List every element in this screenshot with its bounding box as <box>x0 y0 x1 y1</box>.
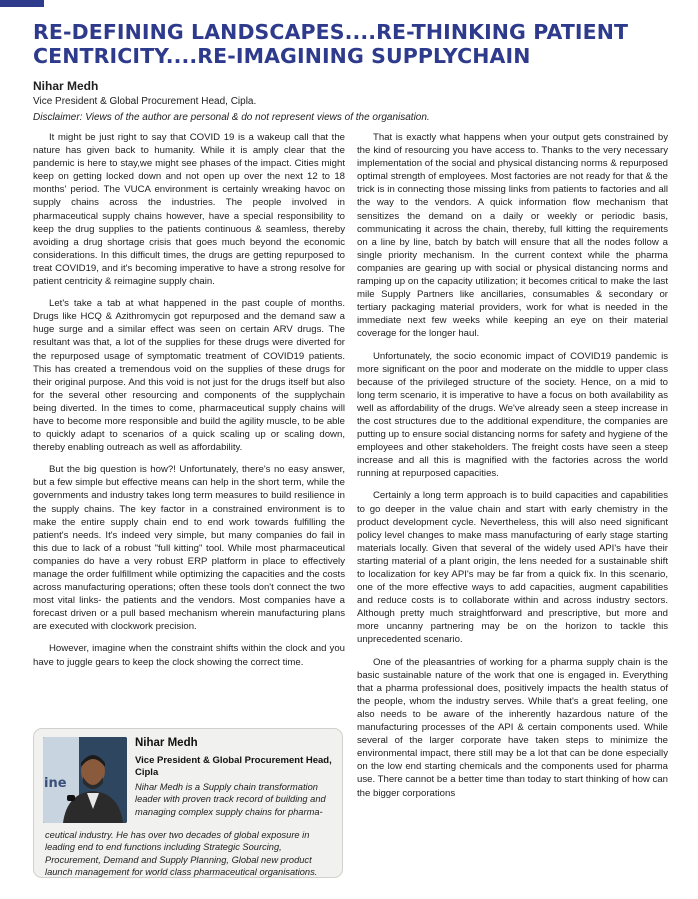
bio-text: Nihar Medh is a Supply chain transformation leader with proven track record of building and managing complex supply chains for pharma- <box>135 782 326 817</box>
paragraph: One of the pleasantries of working for a pharma supply chain is the basic sustainable nature of the work that one is engaged in. Everything that a pharma professional does, positively impacts the health status of the people, whom the industry serves. While that's a great feeling, one also needs to be aware of the inherently hazardous nature of the manufacturing processes of the API & certain components used. While several of the larger corporate have taken steps to minimize the environmental impact, there still may be a lot that can be done especially on the low end starting chemicals and the components used for pharma use. There cannot be a better time than today to start thinking of how can the bigger corporations <box>357 656 668 799</box>
photo-background-text: ine <box>44 776 67 791</box>
disclaimer: Disclaimer: Views of the author are personal & do not represent views of the organisation. <box>33 112 430 123</box>
author-name: Nihar Medh <box>33 79 99 93</box>
author-photo-illustration <box>43 737 127 823</box>
author-photo <box>43 737 127 823</box>
bio-name: Nihar Medh <box>135 737 198 749</box>
corner-accent-tab <box>0 0 44 7</box>
paragraph: Unfortunately, the socio economic impact of COVID19 pandemic is more significant on the poor and moderate on the middle to upper class because of the privileged structure of the society. Hence, on a mid to long term scenario, it is imperative to have a focus on both availability as well as affordability of the drugs. We've already seen a steep increase in the cost structures due to the additional expenditure, the companies are putting up to ensure social distancing norms for safety and hygiene of the employees and other stakeholders. The freight costs have seen a steep increase and all this is magnified with the factories across the world running at repurposed capacities. <box>357 350 668 480</box>
paragraph: It might be just right to say that COVID 19 is a wakeup call that the nature has given back to humanity. While it is amply clear that the pandemic is here to stay,we might see phases of the impact. Cities might keep on getting locked down and not open up over the next 12 to 18 months' period. The VUCA environment is certainly wreaking havoc on supply chains across the industries. The people involved in pharmaceutical supply chains however, have a special responsibility to keep the drug supplies to the patients continuous & seamless, thereby avoiding a drug shortage crisis that goes much beyond the economic considerations. In this difficult times, the drugs are getting repurposed to treat COVID19, and it's becoming imperative to have a strong resolve for patient centricity & reimagine supply chain. <box>33 132 345 288</box>
article-title: RE-DEFINING LANDSCAPES....RE-THINKING PATIENT CENTRICITY....RE-IMAGINING SUPPLYCHAIN <box>33 20 629 68</box>
bio-role: Vice President & Global Procurement Head, Cipla <box>135 755 332 778</box>
bio-text-continued: ceutical industry. He has over two decades of global exposure in leading end to end functions including Strategic Sourcing, Procurement, Demand and Supply Planning, Global new product launch management for world class pharmaceutical organisations. <box>45 830 318 877</box>
paragraph: That is exactly what happens when your output gets constrained by the kind of resourcing you have access to. Thanks to the very necessary implementation of the social and physical distancing norms & repurposed optimal strength of employees. Most factories are not ready for that & the trick is in connecting those missing links from patients to factories and all the way to the vendors. A quick information flow mechanism that sensitizes the demand on a daily or weekly or periodic basis, communicating it across the chain, thereby, full kitting the requirements on a line by line, batch by batch will ensure that all the nodes follow a single priority mechanism. In the current context while the pharma companies are gearing up with social or physical distancing norms and ramping up on the capacity utilization; it becomes critical to make the last mile Supply Partners like ancillaries, consumables & secondary or tertiary packaging material providers, work for what is needed in the immediate next few weeks while keeping an eye on their material coverage for the longer haul. <box>357 132 668 340</box>
author-role: Vice President & Global Procurement Head, Cipla. <box>33 96 257 107</box>
paragraph: Certainly a long term approach is to build capacities and capabilities to go deeper in the value chain and start with early chemistry in the product development cycle. Nevertheless, this will also need significant policy level changes to make mass manufacturing of early stage starting materials locally. Given that several of the widely used API's have their starting material of a plant origin, the lens needed for a sustainable shift to localization for key API's may be far from a quick fix. In this scenario, one of the more effective ways to add capacities, augment capabilities and reduce costs is to collaborate within and across industry sectors. Although pretty much straightforward and prescriptive, but more and more uncanny partnering may be on the horizon to tackle this unprecedented scenario. <box>357 490 668 646</box>
paragraph: Let's take a tab at what happened in the past couple of months. Drugs like HCQ & Azithromycin got repurposed and the demand saw a huge surge and a similar effect was seen on certain ARV drugs. The resultant was that, a lot of the supplies for these drugs were diverted for the repurposed usage of symptomatic treatment of COVID19 patients. This has created a tremendous void on the supplies of these drugs for their original purpose. And this void is not just for the drugs itself but also for the several other resourcing and components of the supplychain being diverted. In the times to come, pharmaceutical supply chains will have to become more responsible and build the agility muscle, to be able to quickly adapt to scenarios of a quick scaling up or scaling down, thereby enabling outreach as well as affordability. <box>33 298 345 454</box>
left-column <box>33 131 345 678</box>
right-column <box>357 131 668 809</box>
author-bio-box <box>33 728 343 878</box>
paragraph: But the big question is how?! Unfortunately, there's no easy answer, but a few simple but effective means can help in the short term, while the governments and industry takes long term measures to build resilience in the supply chains. The key factor in a constrained environment is to make the entire supply chain end to end work towards fulfilling the patient's needs. It's indeed very simple, but many companies do fail in this due to lack of a robust "full kitting" tool. While most pharmaceutical companies do have a very robust ERP platform in place to effectively manage the order fulfillment while optimizing the capacities and the costs across manufacturing operations; often these tools don't connect the two most vital links- the patients and the vendors. Most companies have a forecast driven or a pull based mechanism wherein manufacturing plans are executed with clockwork precision. <box>33 464 345 633</box>
paragraph: However, imagine when the constraint shifts within the clock and you have to juggle gears to keep the clock showing the correct time. <box>33 643 345 668</box>
